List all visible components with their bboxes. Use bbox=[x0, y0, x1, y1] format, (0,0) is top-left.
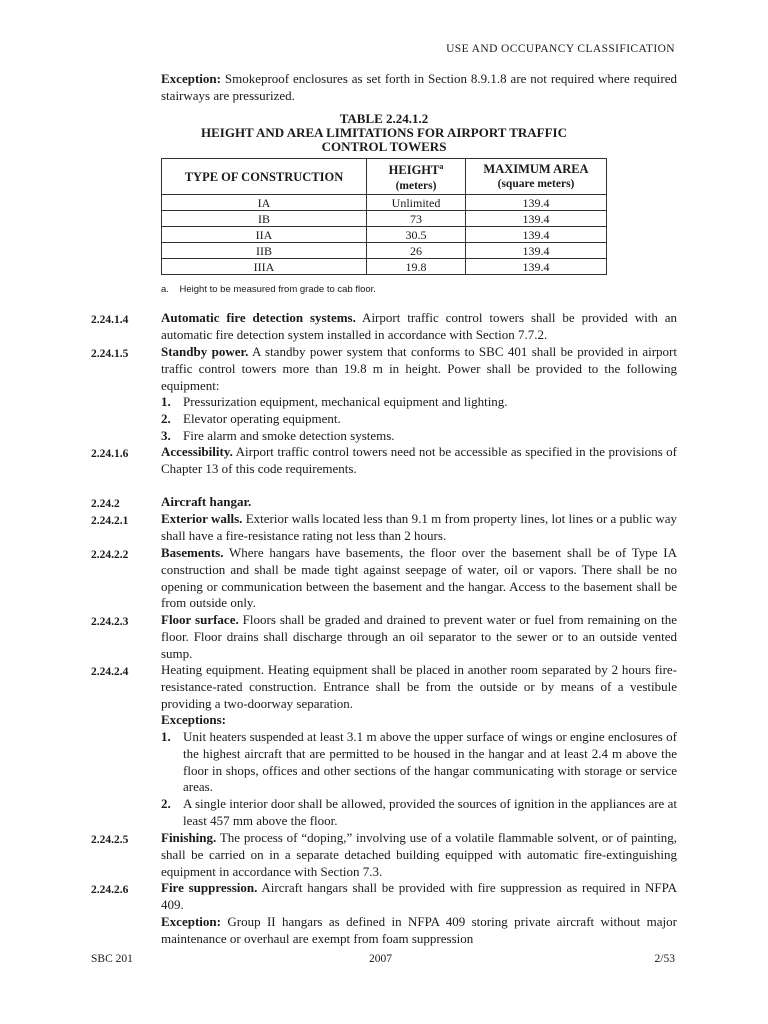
section-number: 2.24.1.5 bbox=[91, 348, 129, 360]
table-title-line1: HEIGHT AND AREA LIMITATIONS FOR AIRPORT TRAFFIC bbox=[200, 125, 568, 140]
table-footnote: a. Height to be measured from grade to cab floor. bbox=[161, 284, 376, 295]
section-number: 2.24.2.6 bbox=[91, 884, 129, 896]
cell-area: 139.4 bbox=[466, 195, 607, 211]
running-header: USE AND OCCUPANCY CLASSIFICATION bbox=[446, 43, 675, 55]
section-2-24-2-5: Finishing. The process of “doping,” involving use of a volatile flammable solvent, or of painting, shall be carried on in a separate detached building equipped with automatic fire-extinguishing equipment in accordance with Section 7.3. bbox=[161, 830, 677, 879]
table-number: TABLE 2.24.1.2 bbox=[339, 111, 429, 126]
col-type-header: TYPE OF CONSTRUCTION bbox=[162, 159, 367, 195]
section-2-24-2-4: Heating equipment. Heating equipment shall be placed in another room separated by 2 hours fire-resistance-rated construction. Entrance shall be from the outside or by means of a vestibule providing a two-doorway separation. bbox=[161, 662, 677, 711]
fire-suppression-exception: Exception: Group II hangars as defined in NFPA 409 storing private aircraft without major maintenance or overhaul are exempt from foam suppression bbox=[161, 914, 677, 946]
section-number: 2.24.2 bbox=[91, 498, 120, 510]
standby-power-list bbox=[161, 394, 677, 444]
list-item: 1. Pressurization equipment, mechanical equipment and lighting. bbox=[161, 394, 508, 409]
cell-height: 26 bbox=[367, 243, 466, 259]
intro-exception bbox=[161, 71, 677, 105]
section-number: 2.24.1.6 bbox=[91, 448, 129, 460]
cell-type: IIA bbox=[162, 227, 367, 243]
cell-height: 19.8 bbox=[367, 259, 466, 275]
table-row bbox=[162, 227, 607, 243]
table-row bbox=[162, 195, 607, 211]
cell-area: 139.4 bbox=[466, 227, 607, 243]
section-2-24-2-6: Fire suppression. Aircraft hangars shall be provided with fire suppression as required in NFPA 409. bbox=[161, 880, 678, 912]
section-2-24-1-6: Accessibility. Airport traffic control towers need not be accessible as specified in the provisions of Chapter 13 of this code requirements. bbox=[161, 444, 677, 476]
heating-exceptions-list bbox=[161, 729, 677, 830]
table-row bbox=[162, 243, 607, 259]
footer-year: 2007 bbox=[369, 953, 392, 965]
section-number: 2.24.1.4 bbox=[91, 314, 129, 326]
section-number: 2.24.2.4 bbox=[91, 666, 129, 678]
section-number: 2.24.2.5 bbox=[91, 834, 129, 846]
section-number: 2.24.2.2 bbox=[91, 549, 129, 561]
table-row bbox=[162, 211, 607, 227]
cell-area: 139.4 bbox=[466, 211, 607, 227]
cell-area: 139.4 bbox=[466, 259, 607, 275]
cell-area: 139.4 bbox=[466, 243, 607, 259]
height-area-table bbox=[161, 158, 607, 275]
section-2-24-1-4: Automatic fire detection systems. Airport traffic control towers shall be provided with an automatic fire detection system installed in accordance with Section 7.7.2. bbox=[161, 310, 677, 342]
table-title-line2: CONTROL TOWERS bbox=[321, 139, 447, 154]
section-2-24-2-1: Exterior walls. Exterior walls located less than 9.1 m from property lines, lot lines or a public way shall have a fire-resistance rating not less than 2 hours. bbox=[161, 511, 678, 543]
list-item: 3. Fire alarm and smoke detection systems. bbox=[161, 427, 395, 443]
cell-type: IIB bbox=[162, 243, 367, 259]
exceptions-label: Exceptions: bbox=[161, 712, 226, 727]
cell-type: IIIA bbox=[162, 259, 367, 275]
section-number: 2.24.2.3 bbox=[91, 616, 129, 628]
cell-height: 73 bbox=[367, 211, 466, 227]
section-2-24-1-5: Standby power. A standby power system that conforms to SBC 401 shall be provided in airport traffic control towers more than 19.8 m in height. Power shall be provided to the following equipment: bbox=[161, 344, 677, 393]
col-area-header: MAXIMUM AREA (square meters) bbox=[466, 159, 607, 195]
section-number: 2.24.2.1 bbox=[91, 515, 129, 527]
list-item: 2. A single interior door shall be allowed, provided the sources of ignition in the appliances are at least 457 mm above the floor. bbox=[161, 796, 677, 828]
exception-label: Exception: bbox=[161, 71, 221, 86]
footer-page-number: 2/53 bbox=[654, 953, 675, 965]
section-2-24-2: Aircraft hangar. bbox=[161, 494, 252, 509]
cell-height: 30.5 bbox=[367, 227, 466, 243]
list-item: 1. Unit heaters suspended at least 3.1 m above the upper surface of wings or engine enclosures of the highest aircraft that are permitted to be housed in the hangar and at least 2.4 m above the floor in shops, offices and other sections of the hangar communicating with storage or service areas. bbox=[161, 729, 677, 795]
col-height-header: HEIGHT$^a$ (meters) bbox=[367, 159, 466, 195]
list-item: 2. Elevator operating equipment. bbox=[161, 410, 341, 426]
cell-height: Unlimited bbox=[367, 195, 466, 211]
footer-code: SBC 201 bbox=[91, 953, 133, 965]
section-2-24-2-3: Floor surface. Floors shall be graded and drained to prevent water or fuel from remaining on the floor. Floor drains shall discharge through an oil separator to the sewer or to an outside vented sump. bbox=[161, 612, 677, 661]
table-row bbox=[162, 259, 607, 275]
cell-type: IB bbox=[162, 211, 367, 227]
cell-type: IA bbox=[162, 195, 367, 211]
exception-text: Smokeproof enclosures as set forth in Section 8.9.1.8 are not required where required stairways are pressurized. bbox=[161, 71, 677, 103]
section-2-24-2-2: Basements. Where hangars have basements, the floor over the basement shall be of Type IA construction and shall be made tight against seepage of water, oil or vapors. There shall be no opening or communication between the basement and the hangar. Access to the basement shall be from outside only. bbox=[161, 545, 677, 611]
